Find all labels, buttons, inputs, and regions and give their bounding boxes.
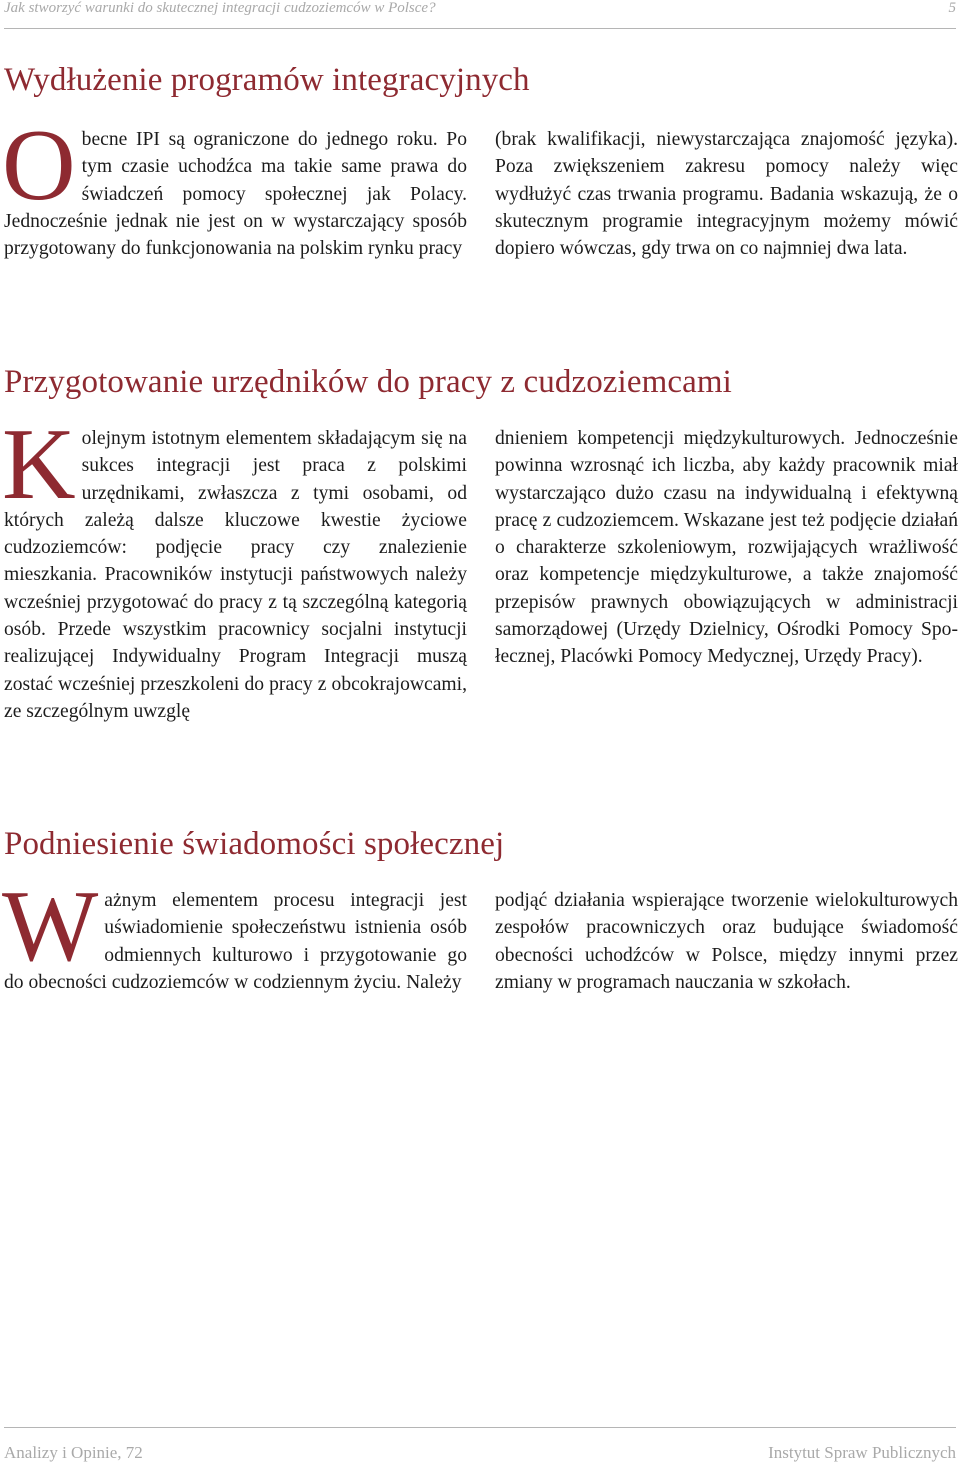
paragraph-text: dnieniem kompetencji międzykulturowych. Jednocześnie powinna wzrosnąć ich liczba, aby każdy pracownik miał wystarczająco dużo czasu na indywidualną i efektywną pracę z cudzoziemcem. Wskazane jest też podjęcie działań o charakterze szkoleniowym, rozwijających wrażliwość oraz kompetencje międzykulturowe, a także znajomość przepisów prawnych obowiązujących w administracji samorządowej (Urzędy Dzielnicy, Ośrodki Pomocy Społecznej, Placówki Pomocy Medycznej, Urzędy Pracy).	[495, 428, 958, 668]
section-officials-training	[4, 364, 958, 725]
section-heading: Podniesienie świadomości społecznej	[4, 826, 505, 862]
section-heading: Wydłużenie programów integracyjnych	[4, 62, 530, 98]
paragraph-text: (brak kwalifikacji, niewystarczająca znajomość języka). Poza zwiększeniem zakresu pomocy należy więc wydłużyć czas trwania programu. Badania wskazują, że o skutecznym programie integracyjnym możemy mówić dopiero wówczas, gdy trwa on co najmniej dwa lata.	[495, 129, 958, 260]
section-extended-programs	[4, 62, 958, 262]
section-heading: Przygotowanie urzędników do pracy z cudzoziemcami	[4, 364, 732, 400]
footer-institute: Instytut Spraw Publicznych	[768, 1443, 956, 1462]
column-right	[495, 126, 958, 262]
running-header	[4, 0, 956, 29]
page-number: 5	[948, 0, 956, 16]
footer-publication: Analizy i Opinie, 72	[4, 1443, 143, 1462]
section-social-awareness	[4, 826, 958, 996]
column-right	[495, 887, 958, 996]
running-footer	[4, 1427, 956, 1463]
paragraph-text: podjąć działania wspierające tworzenie wielokulturowych zespołów pracowniczych oraz budujące świadomość obecności uchodźców w Polsce, między innymi przez zmiany w programach nauczania w szkołach.	[495, 890, 958, 993]
header-title: Jak stworzyć warunki do skutecznej integracji cudzoziemców w Polsce?	[4, 0, 436, 16]
column-left	[2, 870, 467, 996]
paragraph-text: olejnym istotnym elementem składającym się na sukces integracji jest praca z polskimi urzędnikami, zwłaszcza z tymi osobami, od których zależą dalsze kluczowe kwestie życiowe cudzoziemców: podjęcie pracy czy znalezienie mieszkania. Pracowników instytucji państwowych należy wcześniej przygotować do pracy z tą szczególną kategorią osób. Przede wszystkim pracownicy socjalni instytucji realizującej Indywidualny Program Integracji muszą zostać wcześniej przeszkoleni do pracy z obcokrajowcami, ze szczególnym uwzglę	[4, 428, 467, 722]
column-left	[2, 109, 467, 262]
column-left	[2, 408, 467, 725]
drop-cap: O	[2, 109, 76, 222]
paragraph-text: ażnym elementem procesu integracji jest uświadomienie społeczeństwu istnienia osób odmiennych kulturowo i przygotowanie go do obecności cudzoziemców w codziennym życiu. Należy	[4, 890, 467, 993]
drop-cap: K	[2, 408, 76, 521]
paragraph-text: becne IPI są ograniczone do jednego roku. Po tym czasie uchodźca ma takie same prawa do świadczeń pomocy społecznej jak Polacy. Jednocześnie jednak nie jest on w wystarczający sposób przygotowany do funkcjonowania na polskim rynku pracy	[4, 129, 467, 260]
column-right	[495, 425, 958, 725]
drop-cap: W	[2, 870, 99, 983]
